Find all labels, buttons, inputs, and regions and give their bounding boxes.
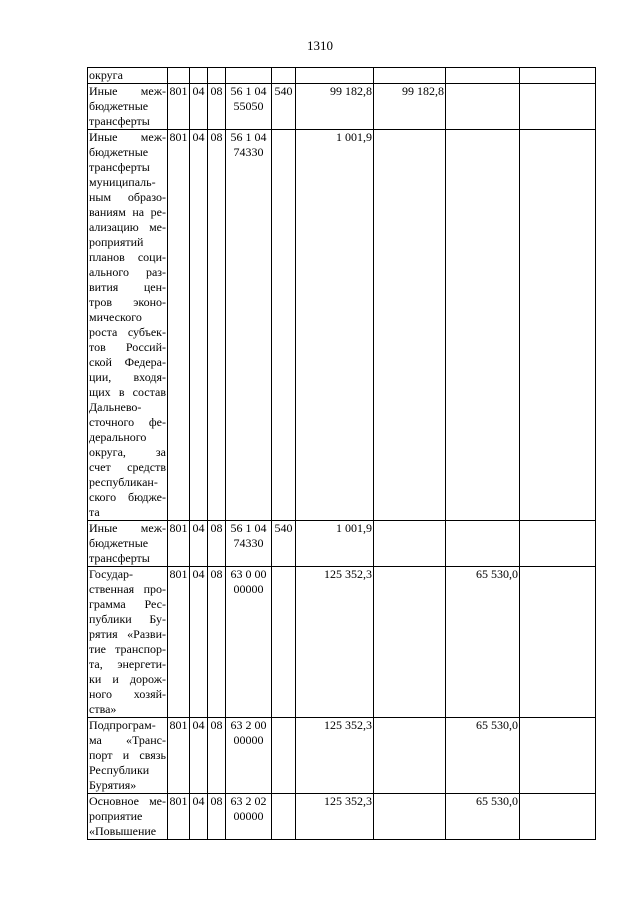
table-row [88,84,596,130]
cell-ved: 801 [168,567,190,718]
cell-name [88,794,168,840]
cell-rz: 04 [190,567,208,718]
table-row [88,521,596,567]
cell-amount-4 [520,794,596,840]
cell-ved: 801 [168,84,190,130]
cell-sum: 1 001,9 [296,521,374,567]
cell-sum: 99 182,8 [296,84,374,130]
cell-amount-3: 65 530,0 [446,794,520,840]
name-line: ства» [89,702,117,716]
cell-amount-4 [520,84,596,130]
cell-amount-4 [520,567,596,718]
table-body [88,68,596,840]
name-line: Иные меж- [89,84,166,98]
name-line: бюджетные [89,145,149,159]
table-row [88,794,596,840]
cell-sum: 125 352,3 [296,718,374,794]
cell-vr [272,130,296,521]
name-line: роприятие [89,809,143,823]
name-line: ного хозяй- [89,687,166,701]
name-line: счет средств [89,460,166,474]
name-line: планов соци- [89,250,166,264]
cell-name [88,84,168,130]
cell-cs [226,718,272,794]
cell-ved: 801 [168,521,190,567]
name-line: трансферты [89,114,150,128]
cs-line: 56 1 04 [230,521,267,535]
name-line: ального раз- [89,265,166,279]
name-line: ции, входя- [89,370,166,384]
cell-amount-2: 99 182,8 [374,84,446,130]
cell-amount-4 [520,68,596,84]
cs-line: 74330 [233,145,264,159]
cell-amount-4 [520,521,596,567]
cell-name [88,521,168,567]
name-line: трансферты [89,551,150,565]
cell-pr: 08 [208,567,226,718]
cell-vr [272,794,296,840]
name-line: ным образо- [89,190,166,204]
table-row [88,718,596,794]
name-line: щих в состав [89,385,166,399]
cell-vr [272,718,296,794]
cell-amount-3 [446,521,520,567]
name-line: дерального [89,430,147,444]
cell-rz: 04 [190,794,208,840]
cell-rz: 04 [190,718,208,794]
name-line: та [89,505,100,519]
cell-cs [226,521,272,567]
name-line: рятия «Разви- [89,627,166,641]
name-line: «Повышение [89,824,157,838]
name-line: та, энергети- [89,657,166,671]
cell-pr: 08 [208,84,226,130]
cs-line: 63 2 00 [230,718,267,732]
cell-ved: 801 [168,130,190,521]
name-line: Подпрограм- [89,718,156,732]
cs-line: 55050 [233,99,264,113]
name-line: Республики [89,763,150,777]
cell-name [88,567,168,718]
name-line: роприятий [89,235,144,249]
name-line: сточного фе- [89,415,166,429]
cell-sum: 125 352,3 [296,567,374,718]
cell-sum: 1 001,9 [296,130,374,521]
cs-line: 56 1 04 [230,84,267,98]
name-line: порт и связь [89,748,166,762]
cell-sum [296,68,374,84]
name-line: тров эконо- [89,295,166,309]
cell-amount-2 [374,68,446,84]
name-line: Бурятия» [89,778,137,792]
cell-cs [226,130,272,521]
cell-amount-3: 65 530,0 [446,718,520,794]
cell-amount-4 [520,130,596,521]
budget-table [87,67,596,840]
page-number: 1310 [307,38,333,53]
name-line: округа, за [89,445,166,459]
cell-amount-3 [446,68,520,84]
cell-ved: 801 [168,794,190,840]
cell-cs [226,84,272,130]
cell-ved [168,68,190,84]
cell-ved: 801 [168,718,190,794]
cs-line: 00000 [233,582,264,596]
cell-cs [226,794,272,840]
cell-amount-3: 65 530,0 [446,567,520,718]
cell-cs [226,567,272,718]
cell-amount-2 [374,567,446,718]
cell-pr: 08 [208,130,226,521]
cell-name [88,130,168,521]
cs-line: 74330 [233,536,264,550]
name-line: трансферты [89,160,150,174]
cell-vr [272,68,296,84]
cell-amount-2 [374,521,446,567]
cell-rz [190,68,208,84]
name-line: республикан- [89,475,158,489]
name-line: округа [89,68,123,82]
cell-sum: 125 352,3 [296,794,374,840]
name-line: грамма Рес- [89,597,166,611]
cell-cs [226,68,272,84]
name-line: ской Федера- [89,355,166,369]
name-line: Государ- [89,567,134,581]
cs-line: 56 1 04 [230,130,267,144]
name-line: бюджетные [89,536,149,550]
table-row [88,567,596,718]
table-row [88,130,596,521]
name-line: ственная про- [89,582,166,596]
name-line: публики Бу- [89,612,166,626]
cell-amount-2 [374,794,446,840]
name-line: ма «Транс- [89,733,166,747]
name-line: Иные меж- [89,521,166,535]
name-line: бюджетные [89,99,149,113]
name-line: тие транспор- [89,642,166,656]
name-line: муниципаль- [89,175,156,189]
cell-name [88,68,168,84]
name-line: ваниям на ре- [89,205,166,219]
name-line: роста субъек- [89,325,166,339]
cs-line: 00000 [233,809,264,823]
name-line: Иные меж- [89,130,166,144]
table-row [88,68,596,84]
name-line: ки и дорож- [89,672,166,686]
cell-vr [272,567,296,718]
cell-amount-2 [374,130,446,521]
name-line: вития цен- [89,280,166,294]
cell-amount-3 [446,130,520,521]
cell-amount-3 [446,84,520,130]
cell-pr [208,68,226,84]
name-line: мического [89,310,142,324]
name-line: Дальнево- [89,400,142,414]
cell-vr: 540 [272,84,296,130]
cell-pr: 08 [208,794,226,840]
cell-rz: 04 [190,521,208,567]
cell-pr: 08 [208,521,226,567]
name-line: тов Россий- [89,340,166,354]
cell-amount-2 [374,718,446,794]
cell-amount-4 [520,718,596,794]
cell-name [88,718,168,794]
cs-line: 63 2 02 [230,794,267,808]
cell-pr: 08 [208,718,226,794]
cs-line: 63 0 00 [230,567,267,581]
cell-rz: 04 [190,130,208,521]
name-line: Основное ме- [89,794,166,808]
cell-rz: 04 [190,84,208,130]
cell-vr: 540 [272,521,296,567]
name-line: ского бюдже- [89,490,166,504]
cs-line: 00000 [233,733,264,747]
name-line: ализацию ме- [89,220,166,234]
